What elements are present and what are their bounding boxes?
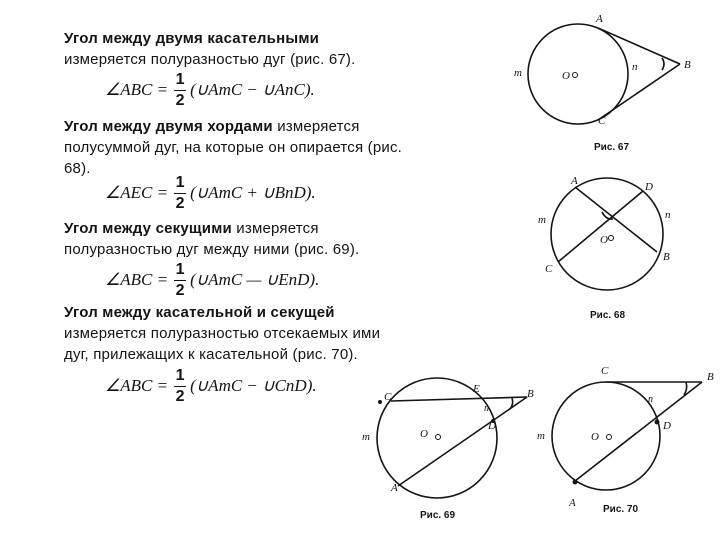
fig69-secant-cb [391,397,527,401]
formula-lhs: ∠ABC = [105,376,169,395]
fig69-label-a: A [391,482,398,494]
fig68-label-c: C [545,263,553,275]
fig67-label-c: C [598,115,606,127]
fig69-label-m: m [362,431,370,443]
formula-rhs: (∪AmC − ∪AnC). [190,80,315,99]
fig67-angle-arc [662,58,664,70]
fraction-denominator: 2 [175,387,185,405]
paragraph-chords-text: измеряется полусуммой дуг, на которые он опирается (рис. 68). [64,118,403,177]
paragraph-secants-text: измеряется полуразностью дуг между ними (рис. 69). [64,220,360,258]
fig67-label-m: m [514,67,522,79]
figure-67 [528,24,680,124]
fig70-point-a [573,480,578,485]
fig69-label-b: B [527,388,534,400]
fig70-angle-arc [684,382,687,395]
fig69-label-e: E [473,383,480,395]
fig67-tangent-cb [598,64,680,120]
fig68-label-n: n [665,209,671,221]
fig69-label-c: C [384,391,392,403]
fig70-label-o: O [591,431,599,443]
fraction-denominator: 2 [175,91,185,109]
formula-rhs: (∪AmC — ∪EnD). [190,270,320,289]
figure-70 [552,382,702,490]
fig67-label-o: O [562,70,570,82]
fig68-label-a: A [571,175,578,187]
formula-rhs: (∪AmC + ∪BnD). [190,183,316,202]
fig70-label-n: n [648,394,653,405]
fig70-caption: Рис. 70 [603,504,639,515]
fig67-center-dot [573,73,578,78]
fig69-label-n: n [484,403,489,414]
paragraph-tangent-secant-text: измеряется полуразностью отсекаемых ими дуг, прилежащих к касательной (рис. 70). [64,325,381,363]
fraction-numerator: 1 [175,173,185,191]
fraction-denominator: 2 [175,281,185,299]
fig70-point-d [655,420,660,425]
fig69-label-d: D [488,420,496,432]
fig70-circle [552,382,660,490]
fig68-label-d: D [645,181,653,193]
fig67-label-b: B [684,59,691,71]
fig68-label-o: O [600,234,608,246]
term-tangents: Угол между двумя касательными [64,30,320,47]
fig70-label-m: m [537,430,545,442]
formula-lhs: ∠AEC = [105,183,169,202]
fraction-numerator: 1 [175,260,185,278]
paragraph-tangents-text: измеряется полуразностью дуг (рис. 67). [64,51,356,68]
fig67-label-a: A [596,13,603,25]
formula-lhs: ∠ABC = [105,270,169,289]
term-tangent-secant: Угол между касательной и секущей [64,304,335,321]
term-secants: Угол между секущими [64,220,232,237]
fig70-label-b: B [707,371,714,383]
fig69-label-o: O [420,428,428,440]
fig70-label-d: D [663,420,671,432]
fig69-point-c [378,400,382,404]
formula-rhs: (∪AmC − ∪CnD). [190,376,317,395]
figure-69 [377,378,527,498]
fig67-tangent-ab [598,28,680,64]
fig70-label-c: C [601,365,609,377]
fig67-caption: Рис. 67 [594,142,630,153]
fig68-label-b: B [663,251,670,263]
fig68-chord-ab [575,187,657,252]
fig70-label-a: A [569,497,576,509]
fig68-label-m: m [538,214,546,226]
fig69-center-dot [436,435,441,440]
term-chords: Угол между двумя хордами [64,118,273,135]
fig67-label-n: n [632,61,638,73]
fig69-secant-ab [398,397,527,486]
fraction-numerator: 1 [175,366,185,384]
fraction-denominator: 2 [175,194,185,212]
fig69-caption: Рис. 69 [420,510,456,521]
fig68-chord-cd [558,191,643,262]
fraction-numerator: 1 [175,70,185,88]
fig68-center-dot [609,236,614,241]
fig68-caption: Рис. 68 [590,310,626,321]
fig70-center-dot [607,435,612,440]
formula-lhs: ∠ABC = [105,80,169,99]
